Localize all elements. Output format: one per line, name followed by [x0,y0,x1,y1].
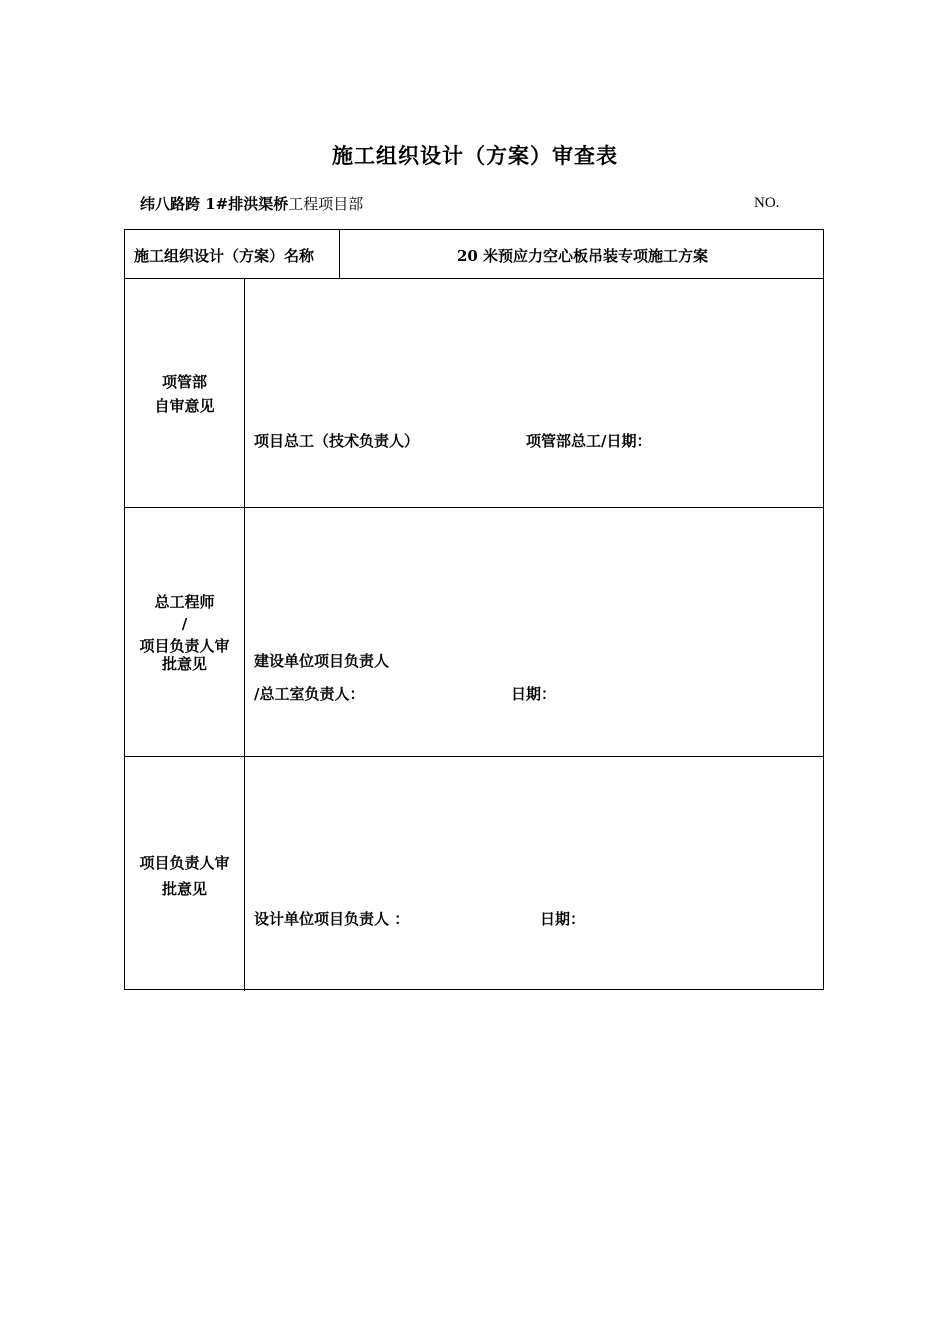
label-line: 批意见 [161,655,207,673]
project-department [140,193,363,214]
section-chief-engineer-label [125,591,244,675]
section-project-dept-label [125,370,244,418]
chief-office-lead-label: /总工室负责人： [254,685,365,703]
column-divider [244,278,245,991]
document-number-label: NO. [754,195,780,211]
label-line: 总工程师 [154,593,215,611]
chief-engineer-signature-label: 项目总工（技术负责人） [254,432,420,450]
page-title: 施工组织设计（方案）审查表 [332,143,618,168]
plan-name-label: 施工组织设计（方案）名称 [134,247,315,265]
review-form-table [124,229,824,990]
row-divider [125,507,823,508]
row-divider [125,278,823,279]
dept-chief-date-label: 项管部总工/日期： [526,432,652,450]
label-line: 自审意见 [154,397,215,415]
section-project-lead-label [125,850,244,902]
date-label: 日期： [540,910,586,928]
project-name: 纬八路跨 1#排洪渠桥 [140,195,289,213]
date-label: 日期： [511,685,557,703]
row-divider [125,756,823,757]
design-project-lead-label: 设计单位项目负责人 ： [254,910,410,928]
project-suffix: 工程项目部 [288,195,364,213]
label-line: 项目负责人审 [139,854,230,872]
plan-name-value: 20 米预应力空心板吊装专项施工方案 [456,247,709,265]
label-line: 批意见 [161,880,207,898]
label-line: 项目负责人审 [139,637,230,655]
label-line: / [181,615,188,633]
owner-project-lead-label: 建设单位项目负责人 [254,652,390,670]
label-line: 项管部 [161,373,207,391]
